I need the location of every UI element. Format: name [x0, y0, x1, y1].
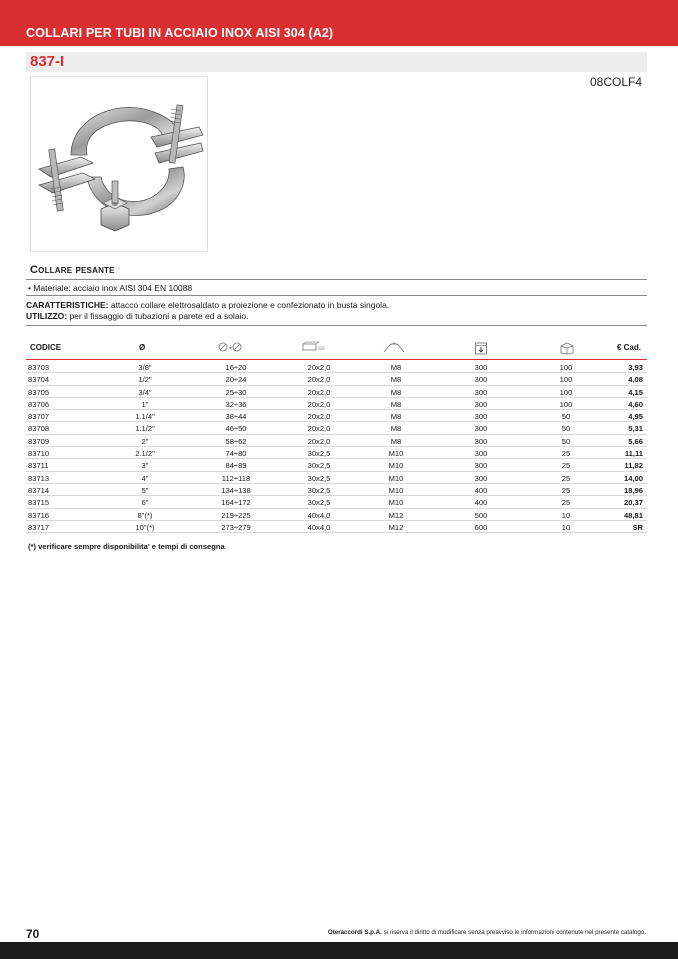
product-code: 837-I: [30, 53, 65, 70]
footer-band: [0, 942, 678, 959]
cell-thread: M8: [390, 363, 402, 372]
header-band: [0, 0, 678, 46]
cell-box-qty: 300: [474, 399, 488, 409]
cell-codice: 83716: [28, 510, 50, 520]
description: [26, 300, 389, 322]
table-row: [26, 435, 647, 447]
cell-box-qty: 300: [474, 473, 488, 483]
table-header-divider: [26, 359, 647, 360]
cell-codice: 83705: [28, 387, 50, 397]
description-divider: [26, 325, 647, 326]
cell-pack-qty: 25: [561, 449, 571, 459]
footer-disclaimer: [328, 929, 646, 936]
cell-pack-qty: 25: [561, 473, 571, 483]
cell-price: 11,82: [624, 461, 643, 471]
header-diameter: Ø: [139, 343, 146, 352]
product-table-body: [26, 361, 647, 533]
cell-thread: M10: [388, 449, 404, 459]
utilizzo-label: UTILIZZO:: [26, 311, 68, 321]
table-row: [26, 509, 647, 521]
cell-pack-qty: 25: [561, 461, 571, 471]
table-row: [26, 422, 647, 434]
cell-diameter: 3": [141, 461, 149, 471]
table-row: [26, 496, 647, 508]
page-header-title: COLLARI PER TUBI IN ACCIAIO INOX AISI 304 (A2): [26, 26, 334, 40]
cell-box-qty: 300: [474, 424, 488, 434]
cell-diameter: 1.1/4": [135, 412, 155, 422]
cell-band: 20x2,0: [307, 436, 331, 446]
cell-pack-qty: 100: [559, 387, 573, 397]
footnote: (*) verificare sempre disponibilita' e tempi di consegna: [28, 542, 225, 551]
cell-band: 20x2,0: [307, 424, 331, 434]
catalog-code: 08COLF4: [589, 75, 642, 89]
cell-thread: M8: [390, 436, 402, 446]
cell-pack-qty: 100: [559, 399, 573, 409]
cell-codice: 83715: [28, 498, 50, 508]
cell-diameter: 8"(*): [137, 510, 153, 520]
table-row: [26, 410, 647, 422]
cell-box-qty: 300: [474, 387, 488, 397]
product-code-bar: [26, 52, 647, 72]
footer-disclaimer-text: si riserva il diritto di modificare senza preavviso le informazioni contenute nel presente catalogo.: [381, 929, 646, 936]
cell-box-qty: 300: [474, 412, 488, 422]
diameter-range-icon: [218, 341, 242, 353]
utilizzo-text: per il fissaggio di tubazioni a parete ed a solaio.: [67, 311, 249, 321]
cell-price: 4,60: [628, 399, 643, 409]
cell-range: 84÷89: [225, 461, 247, 471]
caratteristiche-line: [26, 300, 389, 311]
cell-box-qty: 300: [474, 436, 488, 446]
cell-band: 40x4,0: [307, 522, 331, 532]
cell-price: 5,66: [628, 436, 643, 446]
product-table-header: [26, 337, 647, 359]
table-row: [26, 361, 647, 373]
cell-box-qty: 400: [474, 485, 488, 495]
cell-box-qty: 500: [474, 510, 488, 520]
cell-diameter: 2": [141, 436, 149, 446]
cell-range: 112÷118: [221, 473, 251, 483]
cell-codice: 83711: [28, 461, 49, 471]
cell-thread: M12: [388, 510, 404, 520]
cell-range: 58÷62: [225, 436, 247, 446]
cell-thread: M8: [390, 375, 402, 385]
cell-band: 40x4,0: [307, 510, 331, 520]
cell-pack-qty: 50: [561, 412, 571, 422]
table-row: [26, 386, 647, 398]
cell-codice: 83709: [28, 436, 50, 446]
cell-codice: 83704: [28, 375, 50, 385]
section-divider: [26, 279, 647, 280]
cell-box-qty: 300: [474, 363, 488, 372]
cell-codice: 83707: [28, 412, 50, 422]
cell-range: 16÷20: [225, 363, 247, 372]
cell-band: 20x2,0: [307, 375, 331, 385]
svg-text:÷: ÷: [228, 344, 234, 352]
table-row: [26, 459, 647, 471]
cell-price: 14,00: [623, 473, 643, 483]
cell-codice: 83713: [28, 473, 50, 483]
cell-range: 38÷44: [225, 412, 247, 422]
cell-price: 5,31: [628, 424, 643, 434]
cell-diameter: 3/4": [138, 387, 152, 397]
cell-thread: M10: [388, 473, 404, 483]
header-price: € Cad.: [616, 343, 641, 352]
cell-thread: M8: [390, 424, 402, 434]
cell-pack-qty: 50: [561, 424, 571, 434]
cell-band: 30x2,5: [307, 498, 331, 508]
cell-thread: M10: [388, 498, 404, 508]
cell-box-qty: 300: [474, 449, 488, 459]
cell-range: 164÷172: [221, 498, 251, 508]
cell-pack-qty: 100: [559, 375, 573, 385]
cell-pack-qty: 50: [561, 436, 571, 446]
cell-price: 48,81: [623, 510, 643, 520]
table-row: [26, 484, 647, 496]
cell-range: 273÷279: [221, 522, 251, 532]
cell-diameter: 4": [141, 473, 149, 483]
cell-codice: 83717: [28, 522, 50, 532]
cell-codice: 83710: [28, 449, 50, 459]
table-header-row: [26, 337, 647, 359]
cell-band: 30x2,5: [307, 449, 331, 459]
cell-range: 74÷80: [225, 449, 247, 459]
cell-box-qty: 300: [474, 461, 488, 471]
cell-band: 20x2,0: [307, 387, 331, 397]
cell-diameter: 6": [141, 498, 149, 508]
cell-range: 219÷225: [221, 510, 251, 520]
table-row: [26, 472, 647, 484]
cell-band: 20x2,0: [307, 412, 331, 422]
cell-codice: 83714: [28, 485, 50, 495]
cell-pack-qty: 25: [561, 485, 571, 495]
cell-thread: M10: [388, 485, 404, 495]
cell-range: 46÷50: [225, 424, 247, 434]
cell-range: 134÷138: [221, 485, 251, 495]
cell-thread: M12: [388, 522, 404, 532]
cell-price: 4,15: [628, 387, 643, 397]
cell-diameter: 1": [141, 399, 149, 409]
cell-thread: M8: [390, 387, 402, 397]
box-quantity-icon: [474, 341, 488, 355]
cell-thread: M8: [390, 412, 402, 422]
cell-price: 11,11: [624, 449, 643, 459]
cell-range: 32÷36: [225, 399, 247, 409]
cell-diameter: 1.1/2": [135, 424, 155, 434]
cell-diameter: 2.1/2": [135, 449, 155, 459]
material-line: • Materiale: acciaio inox AISI 304 EN 10088: [28, 283, 193, 293]
cell-price: 4,95: [628, 412, 643, 422]
pipe-clamp-illustration: [31, 77, 207, 251]
cell-range: 20÷24: [225, 375, 247, 385]
section-title: Collare pesante: [30, 264, 115, 276]
band-size-icon: [302, 341, 326, 353]
cell-price: 20,37: [623, 498, 643, 508]
cell-band: 20x2,0: [307, 363, 331, 372]
cell-codice: 83708: [28, 424, 50, 434]
cell-band: 20x2,0: [307, 399, 331, 409]
package-quantity-icon: [559, 341, 575, 355]
cell-box-qty: 400: [474, 498, 488, 508]
page-number: 70: [26, 927, 40, 941]
thread-icon: [383, 341, 405, 353]
cell-diameter: 3/8": [138, 363, 152, 372]
cell-band: 30x2,5: [307, 461, 331, 471]
cell-thread: M10: [388, 461, 404, 471]
footer-company: Oteraccordi S.p.A.: [327, 929, 382, 936]
cell-diameter: 10"(*): [135, 522, 155, 532]
cell-box-qty: 300: [474, 375, 488, 385]
cell-price: SR: [632, 522, 643, 532]
cell-diameter: 5": [141, 485, 149, 495]
header-codice: CODICE: [30, 343, 62, 352]
material-divider: [26, 295, 647, 296]
product-photo: [30, 76, 208, 252]
cell-price: 4,08: [628, 375, 643, 385]
caratteristiche-text: attacco collare elettrosaldato a proiezione e confezionato in busta singola.: [108, 300, 390, 310]
table-row: [26, 398, 647, 410]
cell-price: 18,96: [623, 485, 643, 495]
cell-codice: 83703: [28, 363, 50, 372]
cell-band: 30x2,5: [307, 473, 331, 483]
caratteristiche-label: CARATTERISTICHE:: [26, 300, 109, 310]
cell-pack-qty: 100: [559, 363, 573, 372]
cell-codice: 83706: [28, 399, 50, 409]
utilizzo-line: [26, 311, 389, 322]
cell-thread: M8: [390, 399, 402, 409]
cell-band: 30x2,5: [307, 485, 331, 495]
cell-box-qty: 600: [474, 522, 488, 532]
table-row: [26, 447, 647, 459]
cell-pack-qty: 10: [561, 510, 571, 520]
table-row: [26, 521, 647, 533]
cell-diameter: 1/2": [138, 375, 152, 385]
cell-pack-qty: 25: [561, 498, 571, 508]
cell-range: 25÷30: [225, 387, 247, 397]
cell-price: 3,93: [628, 363, 643, 372]
cell-pack-qty: 10: [561, 522, 571, 532]
table-row: [26, 373, 647, 385]
